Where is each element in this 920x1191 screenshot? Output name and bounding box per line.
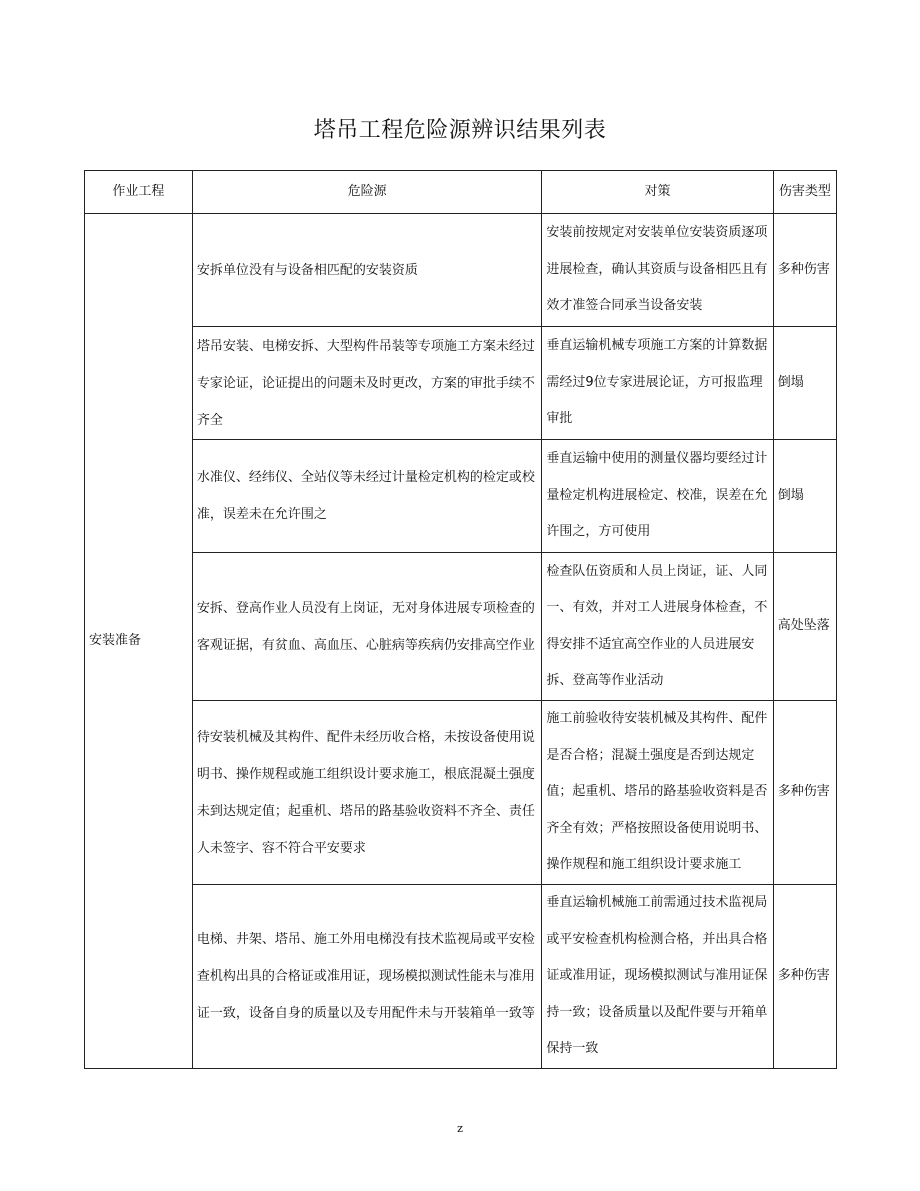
measure-cell: 检查队伍资质和人员上岗证，证、人同一、有效，并对工人进展身体检查，不得安排不适宜高空作业的人员进展安拆、登高等作业活动 xyxy=(542,553,773,701)
injury-type-cell: 多种伤害 xyxy=(773,701,836,885)
injury-type-cell: 多种伤害 xyxy=(773,885,836,1069)
measure-cell: 安装前按规定对安装单位安装资质逐项进展检查，确认其资质与设备相匹且有效才准签合同承当设备安装 xyxy=(542,214,773,327)
page-title: 塔吊工程危险源辨识结果列表 xyxy=(313,118,607,143)
table-row xyxy=(85,440,837,553)
header-measure: 对策 xyxy=(542,171,773,214)
hazard-cell: 安拆单位没有与设备相匹配的安装资质 xyxy=(192,214,542,327)
measure-cell: 垂直运输机械施工前需通过技术监视局或平安检查机构检测合格，并出具合格证或准用证，现场模拟测试与准用证保持一致；设备质量以及配件要与开箱单保持一致 xyxy=(542,885,773,1069)
hazard-cell: 水准仪、经纬仪、全站仪等未经过计量检定机构的检定或校准，误差未在允许围之 xyxy=(192,440,542,553)
table-row xyxy=(85,701,837,885)
measure-cell: 垂直运输中使用的测量仪器均要经过计量检定机构进展检定、校准，误差在允许围之，方可使用 xyxy=(542,440,773,553)
header-stage: 作业工程 xyxy=(85,171,193,214)
header-hazard: 危险源 xyxy=(192,171,542,214)
measure-cell: 垂直运输机械专项施工方案的计算数据需经过9位专家进展论证，方可报监理审批 xyxy=(542,327,773,440)
injury-type-cell: 多种伤害 xyxy=(773,214,836,327)
table-header-row xyxy=(85,171,837,214)
table-row xyxy=(85,553,837,701)
hazard-table xyxy=(84,170,837,1069)
injury-type-cell: 高处坠落 xyxy=(773,553,836,701)
hazard-cell: 安拆、登高作业人员没有上岗证，无对身体进展专项检查的客观证据，有贫血、高血压、心脏病等疾病仍安排高空作业 xyxy=(192,553,542,701)
measure-cell: 施工前验收待安装机械及其构件、配件是否合格；混凝土强度是否到达规定值；起重机、塔吊的路基验收资料是否齐全有效；严格按照设备使用说明书、操作规程和施工组织设计要求施工 xyxy=(542,701,773,885)
hazard-cell: 电梯、井架、塔吊、施工外用电梯没有技术监视局或平安检查机构出具的合格证或准用证，现场模拟测试性能未与准用证一致，设备自身的质量以及专用配件未与开装箱单一致等 xyxy=(192,885,542,1069)
hazard-cell: 塔吊安装、电梯安拆、大型构件吊装等专项施工方案未经过专家论证，论证提出的问题未及时更改，方案的审批手续不齐全 xyxy=(192,327,542,440)
injury-type-cell: 倒塌 xyxy=(773,440,836,553)
table-row xyxy=(85,327,837,440)
header-injury-type: 伤害类型 xyxy=(773,171,836,214)
stage-cell: 安装准备 xyxy=(85,214,193,1069)
page-footer-marker: z xyxy=(457,1122,463,1135)
table-row xyxy=(85,885,837,1069)
injury-type-cell: 倒塌 xyxy=(773,327,836,440)
hazard-cell: 待安装机械及其构件、配件未经历收合格，未按设备使用说明书、操作规程或施工组织设计要求施工，根底混凝土强度未到达规定值；起重机、塔吊的路基验收资料不齐全、责任人未签字、容不符合平安要求 xyxy=(192,701,542,885)
table-row xyxy=(85,214,837,327)
